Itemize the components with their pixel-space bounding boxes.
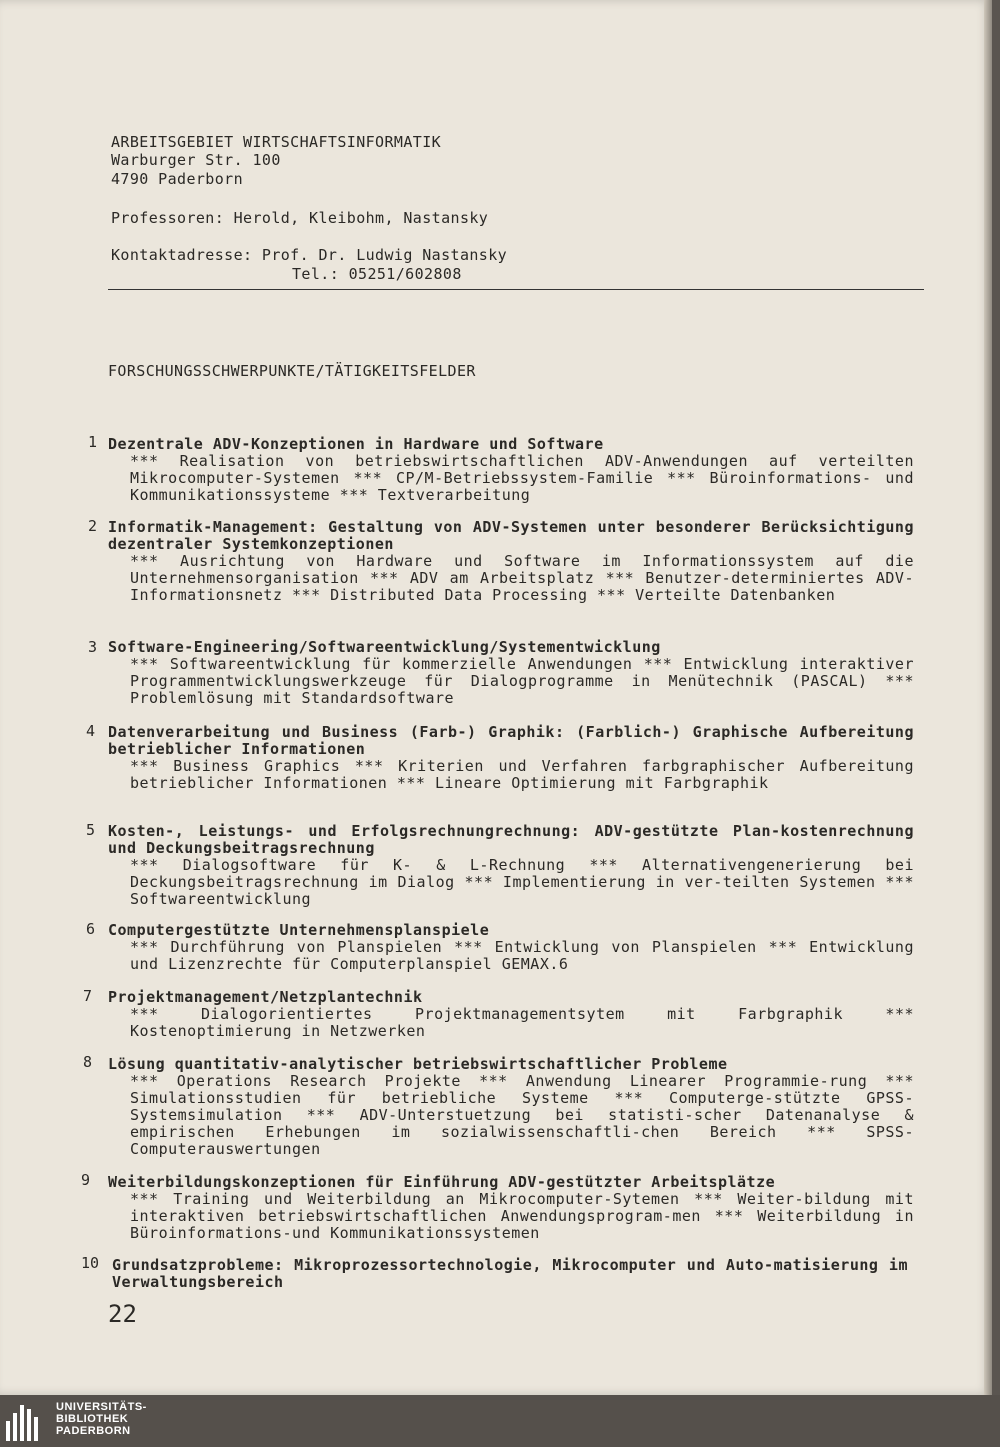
item-title: Grundsatzprobleme: Mikroprozessortechnologie, Mikrocomputer und Auto-matisierung im Verwaltungsbereich [112,1256,908,1291]
item-title: Dezentrale ADV-Konzeptionen in Hardware und Software [108,435,604,453]
list-item [108,519,914,604]
item-number: 7 [83,987,93,1005]
list-item [108,989,914,1040]
item-title: Kosten-, Leistungs- und Erfolgsrechnungrechnung: ADV-gestützte Plan-kostenrechnung und Deckungsbeitragsrechnung [108,822,914,857]
list-item [108,724,914,792]
list-item [108,922,914,973]
item-number: 10 [81,1254,100,1272]
item-number: 9 [81,1171,91,1189]
item-number: 2 [88,517,98,535]
item-description: *** Business Graphics *** Kriterien und Verfahren farbgraphischer Aufbereitung betrieblicher Informationen *** Lineare Optimierung mit Farbgraphik [130,757,914,792]
item-number: 4 [86,722,96,740]
list-item [108,436,914,504]
item-number: 8 [83,1053,93,1071]
library-name [56,1401,147,1437]
section-title: FORSCHUNGSSCHWERPUNKTE/TÄTIGKEITSFELDER [108,362,476,380]
list-item [108,1056,914,1158]
item-title: Informatik-Management: Gestaltung von ADV-Systemen unter besonderer Berücksichtigung dezentraler Systemkonzeptionen [108,518,914,553]
item-title: Computergestützte Unternehmensplanspiele [108,921,490,939]
library-footer [0,1395,1000,1447]
org-name: ARBEITSGEBIET WIRTSCHAFTSINFORMATIK [111,133,442,151]
item-number: 3 [88,638,98,656]
item-description: *** Realisation von betriebswirtschaftlichen ADV-Anwendungen auf verteilten Mikrocomputer-Systemen *** CP/M-Betriebssystem-Familie *** Büroinformations- und Kommunikationssysteme *** Textverarbeitung [130,452,914,504]
professors-line: Professoren: Herold, Kleibohm, Nastansky [111,209,489,227]
item-description: *** Ausrichtung von Hardware und Software im Informationssystem auf die Unternehmensorganisation *** ADV am Arbeitsplatz *** Benutzer-determiniertes ADV-Informationsnetz *** Distributed Data Processing *** Verteilte Datenbanken [130,552,914,604]
item-description: *** Durchführung von Planspielen *** Entwicklung von Planspielen *** Entwicklung und Lizenzrechte für Computerplanspiel GEMAX.6 [130,938,914,973]
item-title: Weiterbildungskonzeptionen für Einführung ADV-gestützter Arbeitsplätze [108,1173,776,1191]
item-title: Projektmanagement/Netzplantechnik [108,988,423,1006]
library-name-line3: PADERBORN [56,1425,131,1437]
list-item [108,639,914,707]
item-description: *** Dialogsoftware für K- & L-Rechnung *** Alternativengenerierung bei Deckungsbeitragsrechnung im Dialog *** Implementierung in ver-teilten Systemen *** Softwareentwicklung [130,856,914,908]
item-title: Software-Engineering/Softwareentwicklung/Systementwicklung [108,638,661,656]
city-address: 4790 Paderborn [111,170,244,188]
library-name-line1: UNIVERSITÄTS- [56,1401,147,1413]
library-logo-icon [6,1403,46,1441]
item-description: *** Dialogorientiertes Projektmanagementsytem mit Farbgraphik *** Kostenoptimierung in Netzwerken [130,1005,914,1040]
item-number: 1 [88,433,98,451]
item-title: Lösung quantitativ-analytischer betriebswirtschaftlicher Probleme [108,1055,728,1073]
list-item [112,1257,908,1291]
item-number: 5 [86,821,96,839]
list-item [108,1174,914,1242]
item-title: Datenverarbeitung und Business (Farb-) Graphik: (Farblich-) Graphische Aufbereitung betrieblicher Informationen [108,723,914,758]
item-description: *** Training und Weiterbildung an Mikrocomputer-Sytemen *** Weiter-bildung mit interaktiven betriebswirtschaftlichen Anwendungsprogram-men *** Weiterbildung in Büroinformations-und Kommunikationssystemen [130,1190,914,1242]
page-number: 22 [108,1300,137,1328]
item-description: *** Operations Research Projekte *** Anwendung Linearer Programmie-rung *** Simulationsstudien für betriebliche Systeme *** Computerge-stützte GPSS-Systemsimulation *** ADV-Unterstuetzung bei statisti-scher Datenanalyse & empirischen Erhebungen im sozialwissenschaftli-chen Bereich *** SPSS-Computerauswertungen [130,1072,914,1158]
header-divider [108,289,924,290]
page-spine [984,0,992,1395]
phone-line: Tel.: 05251/602808 [292,265,462,283]
contact-line: Kontaktadresse: Prof. Dr. Ludwig Nastansky [111,246,508,264]
street-address: Warburger Str. 100 [111,151,281,169]
item-description: *** Softwareentwicklung für kommerzielle Anwendungen *** Entwicklung interaktiver Programmentwicklungswerkzeuge für Dialogprogramme in Menütechnik (PASCAL) *** Problemlösung mit Standardsoftware [130,655,914,707]
item-number: 6 [86,920,96,938]
library-name-line2: BIBLIOTHEK [56,1413,129,1425]
list-item [108,823,914,908]
